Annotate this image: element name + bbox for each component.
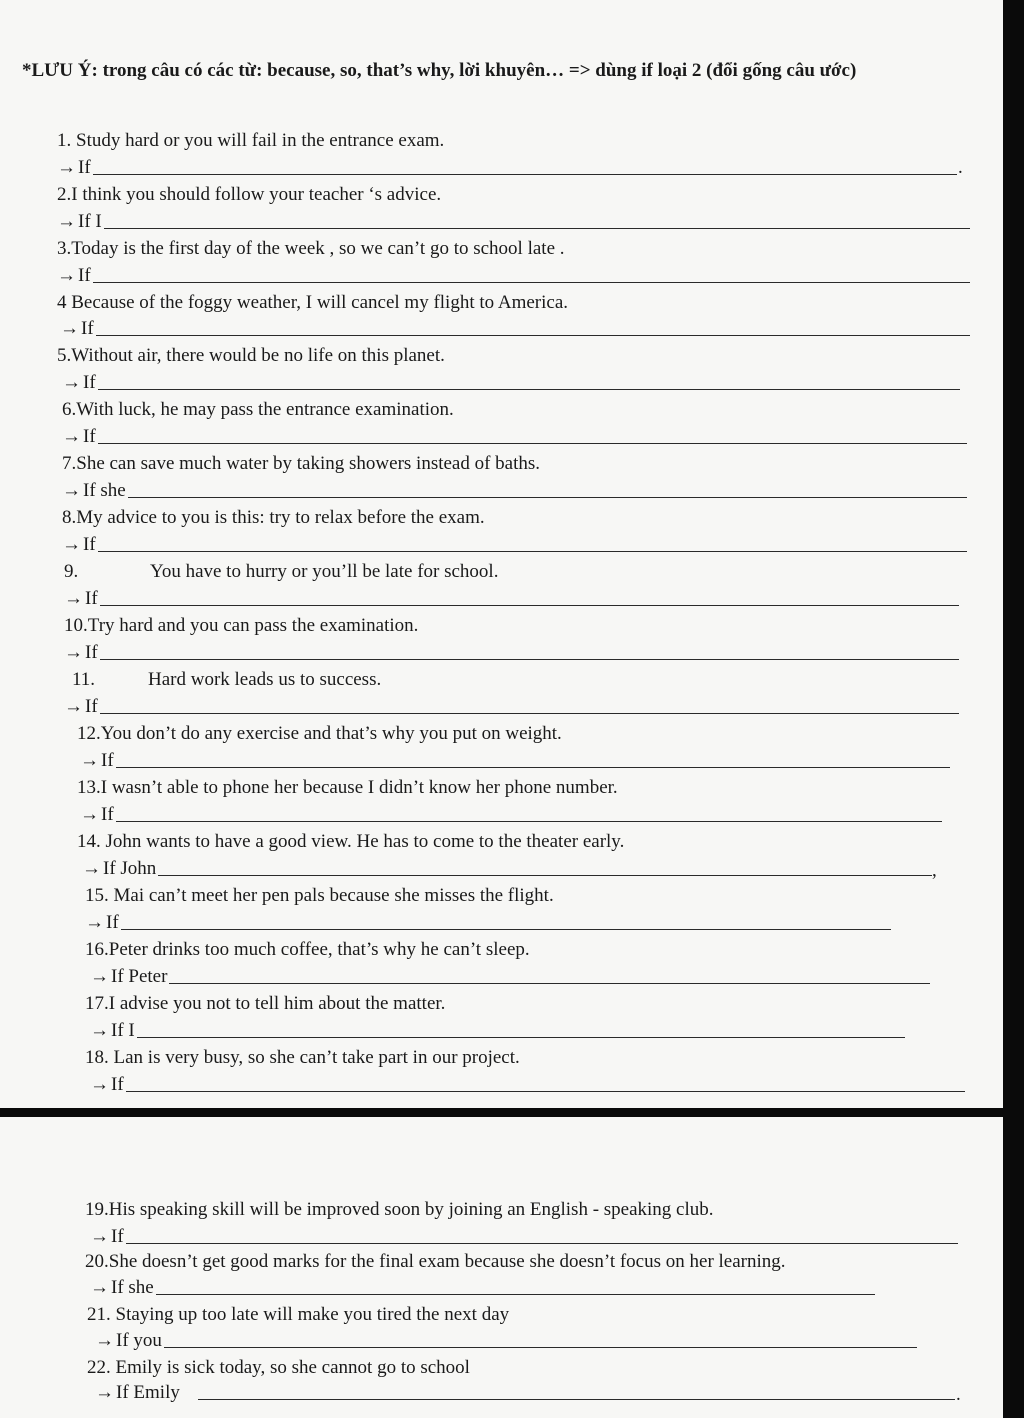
answer-blank[interactable] — [100, 591, 959, 606]
exercise-sentence-21: 21. Staying up too late will make you tired the next day — [87, 1304, 510, 1325]
answer-line-15[interactable]: → If — [85, 912, 891, 934]
exercise-sentence-2: 2.I think you should follow your teacher ‘s advice. — [57, 184, 442, 205]
arrow-icon: → — [80, 750, 99, 771]
arrow-icon: → — [64, 642, 83, 663]
answer-blank[interactable] — [126, 1229, 958, 1244]
answer-line-21[interactable]: → If you — [95, 1330, 917, 1352]
answer-blank[interactable] — [98, 375, 960, 390]
answer-blank[interactable] — [116, 753, 950, 768]
trailing-mark: . — [958, 157, 963, 178]
arrow-icon: → — [57, 265, 76, 286]
answer-line-22[interactable]: → If Emily — [95, 1382, 955, 1404]
answer-blank[interactable] — [158, 861, 932, 876]
answer-line-5[interactable]: → If — [62, 372, 960, 394]
exercise-sentence-5: 5.Without air, there would be no life on this planet. — [57, 345, 445, 366]
arrow-icon: → — [90, 1277, 109, 1298]
exercise-sentence-11: 11. Hard work leads us to success. — [72, 669, 382, 690]
arrow-icon: → — [62, 480, 81, 501]
arrow-icon: → — [90, 1226, 109, 1247]
exercise-sentence-3: 3.Today is the first day of the week , so we can’t go to school late . — [57, 238, 565, 259]
answer-blank[interactable] — [156, 1280, 875, 1295]
answer-line-4[interactable]: → If — [60, 318, 970, 340]
exercise-sentence-16: 16.Peter drinks too much coffee, that’s why he can’t sleep. — [85, 939, 530, 960]
exercise-sentence-13: 13.I wasn’t able to phone her because I didn’t know her phone number. — [77, 777, 618, 798]
answer-line-12[interactable]: → If — [80, 750, 950, 772]
arrow-icon: → — [62, 372, 81, 393]
arrow-icon: → — [64, 588, 83, 609]
answer-line-20[interactable]: → If she — [90, 1277, 875, 1299]
exercise-sentence-8: 8.My advice to you is this: try to relax before the exam. — [62, 507, 485, 528]
answer-blank[interactable] — [98, 429, 967, 444]
answer-blank[interactable] — [169, 969, 930, 984]
answer-blank[interactable] — [100, 645, 959, 660]
answer-blank[interactable] — [126, 1077, 965, 1092]
exercise-sentence-6: 6.With luck, he may pass the entrance examination. — [62, 399, 454, 420]
arrow-icon: → — [95, 1382, 114, 1403]
answer-blank[interactable] — [98, 537, 967, 552]
answer-blank[interactable] — [93, 268, 970, 283]
exercise-sentence-1: 1. Study hard or you will fail in the entrance exam. — [57, 130, 445, 151]
arrow-icon: → — [60, 318, 79, 339]
exercise-sentence-4: 4 Because of the foggy weather, I will cancel my flight to America. — [57, 292, 569, 313]
answer-line-11[interactable]: → If — [64, 696, 959, 718]
answer-blank[interactable] — [100, 699, 959, 714]
answer-line-19[interactable]: → If — [90, 1226, 958, 1248]
arrow-icon: → — [90, 1020, 109, 1041]
arrow-icon: → — [82, 858, 101, 879]
exercise-sentence-7: 7.She can save much water by taking showers instead of baths. — [62, 453, 541, 474]
arrow-icon: → — [95, 1330, 114, 1351]
answer-blank[interactable] — [198, 1385, 955, 1400]
answer-line-18[interactable]: → If — [90, 1074, 965, 1096]
exercise-sentence-18: 18. Lan is very busy, so she can’t take part in our project. — [85, 1047, 520, 1068]
exercise-sentence-17: 17.I advise you not to tell him about the matter. — [85, 993, 446, 1014]
answer-line-14[interactable]: → If John — [82, 858, 932, 880]
exercise-sentence-10: 10.Try hard and you can pass the examination. — [64, 615, 419, 636]
answer-line-3[interactable]: → If — [57, 265, 970, 287]
instruction-note: *LƯU Ý: trong câu có các từ: because, so, that’s why, lời khuyên… => dùng if loại 2 (đổi gống câu ước) — [22, 60, 857, 81]
answer-line-2[interactable]: → If I — [57, 211, 970, 233]
answer-line-17[interactable]: → If I — [90, 1020, 905, 1042]
answer-line-16[interactable]: → If Peter — [90, 966, 930, 988]
exercise-sentence-19: 19.His speaking skill will be improved soon by joining an English - speaking club. — [85, 1199, 714, 1220]
answer-line-6[interactable]: → If — [62, 426, 967, 448]
arrow-icon: → — [57, 211, 76, 232]
arrow-icon: → — [85, 912, 104, 933]
answer-blank[interactable] — [93, 160, 957, 175]
exercise-sentence-9: 9. You have to hurry or you’ll be late for school. — [64, 561, 499, 582]
worksheet-page-2 — [0, 1117, 1003, 1418]
answer-blank[interactable] — [104, 214, 970, 229]
answer-line-7[interactable]: → If she — [62, 480, 967, 502]
exercise-sentence-15: 15. Mai can’t meet her pen pals because she misses the flight. — [85, 885, 554, 906]
answer-blank[interactable] — [116, 807, 942, 822]
trailing-mark: , — [932, 860, 937, 881]
answer-line-1[interactable]: → If — [57, 157, 957, 179]
answer-line-10[interactable]: → If — [64, 642, 959, 664]
answer-line-9[interactable]: → If — [64, 588, 959, 610]
answer-blank[interactable] — [164, 1333, 917, 1348]
exercise-sentence-12: 12.You don’t do any exercise and that’s why you put on weight. — [77, 723, 562, 744]
exercise-sentence-22: 22. Emily is sick today, so she cannot go to school — [87, 1357, 470, 1378]
arrow-icon: → — [62, 534, 81, 555]
answer-blank[interactable] — [121, 915, 891, 930]
answer-blank[interactable] — [96, 321, 970, 336]
arrow-icon: → — [62, 426, 81, 447]
answer-line-8[interactable]: → If — [62, 534, 967, 556]
trailing-mark: . — [956, 1384, 961, 1405]
arrow-icon: → — [90, 1074, 109, 1095]
answer-line-13[interactable]: → If — [80, 804, 942, 826]
arrow-icon: → — [57, 157, 76, 178]
exercise-sentence-14: 14. John wants to have a good view. He has to come to the theater early. — [77, 831, 625, 852]
exercise-sentence-20: 20.She doesn’t get good marks for the final exam because she doesn’t focus on her learning. — [85, 1251, 786, 1272]
arrow-icon: → — [80, 804, 99, 825]
arrow-icon: → — [64, 696, 83, 717]
arrow-icon: → — [90, 966, 109, 987]
answer-blank[interactable] — [137, 1023, 905, 1038]
answer-blank[interactable] — [128, 483, 967, 498]
